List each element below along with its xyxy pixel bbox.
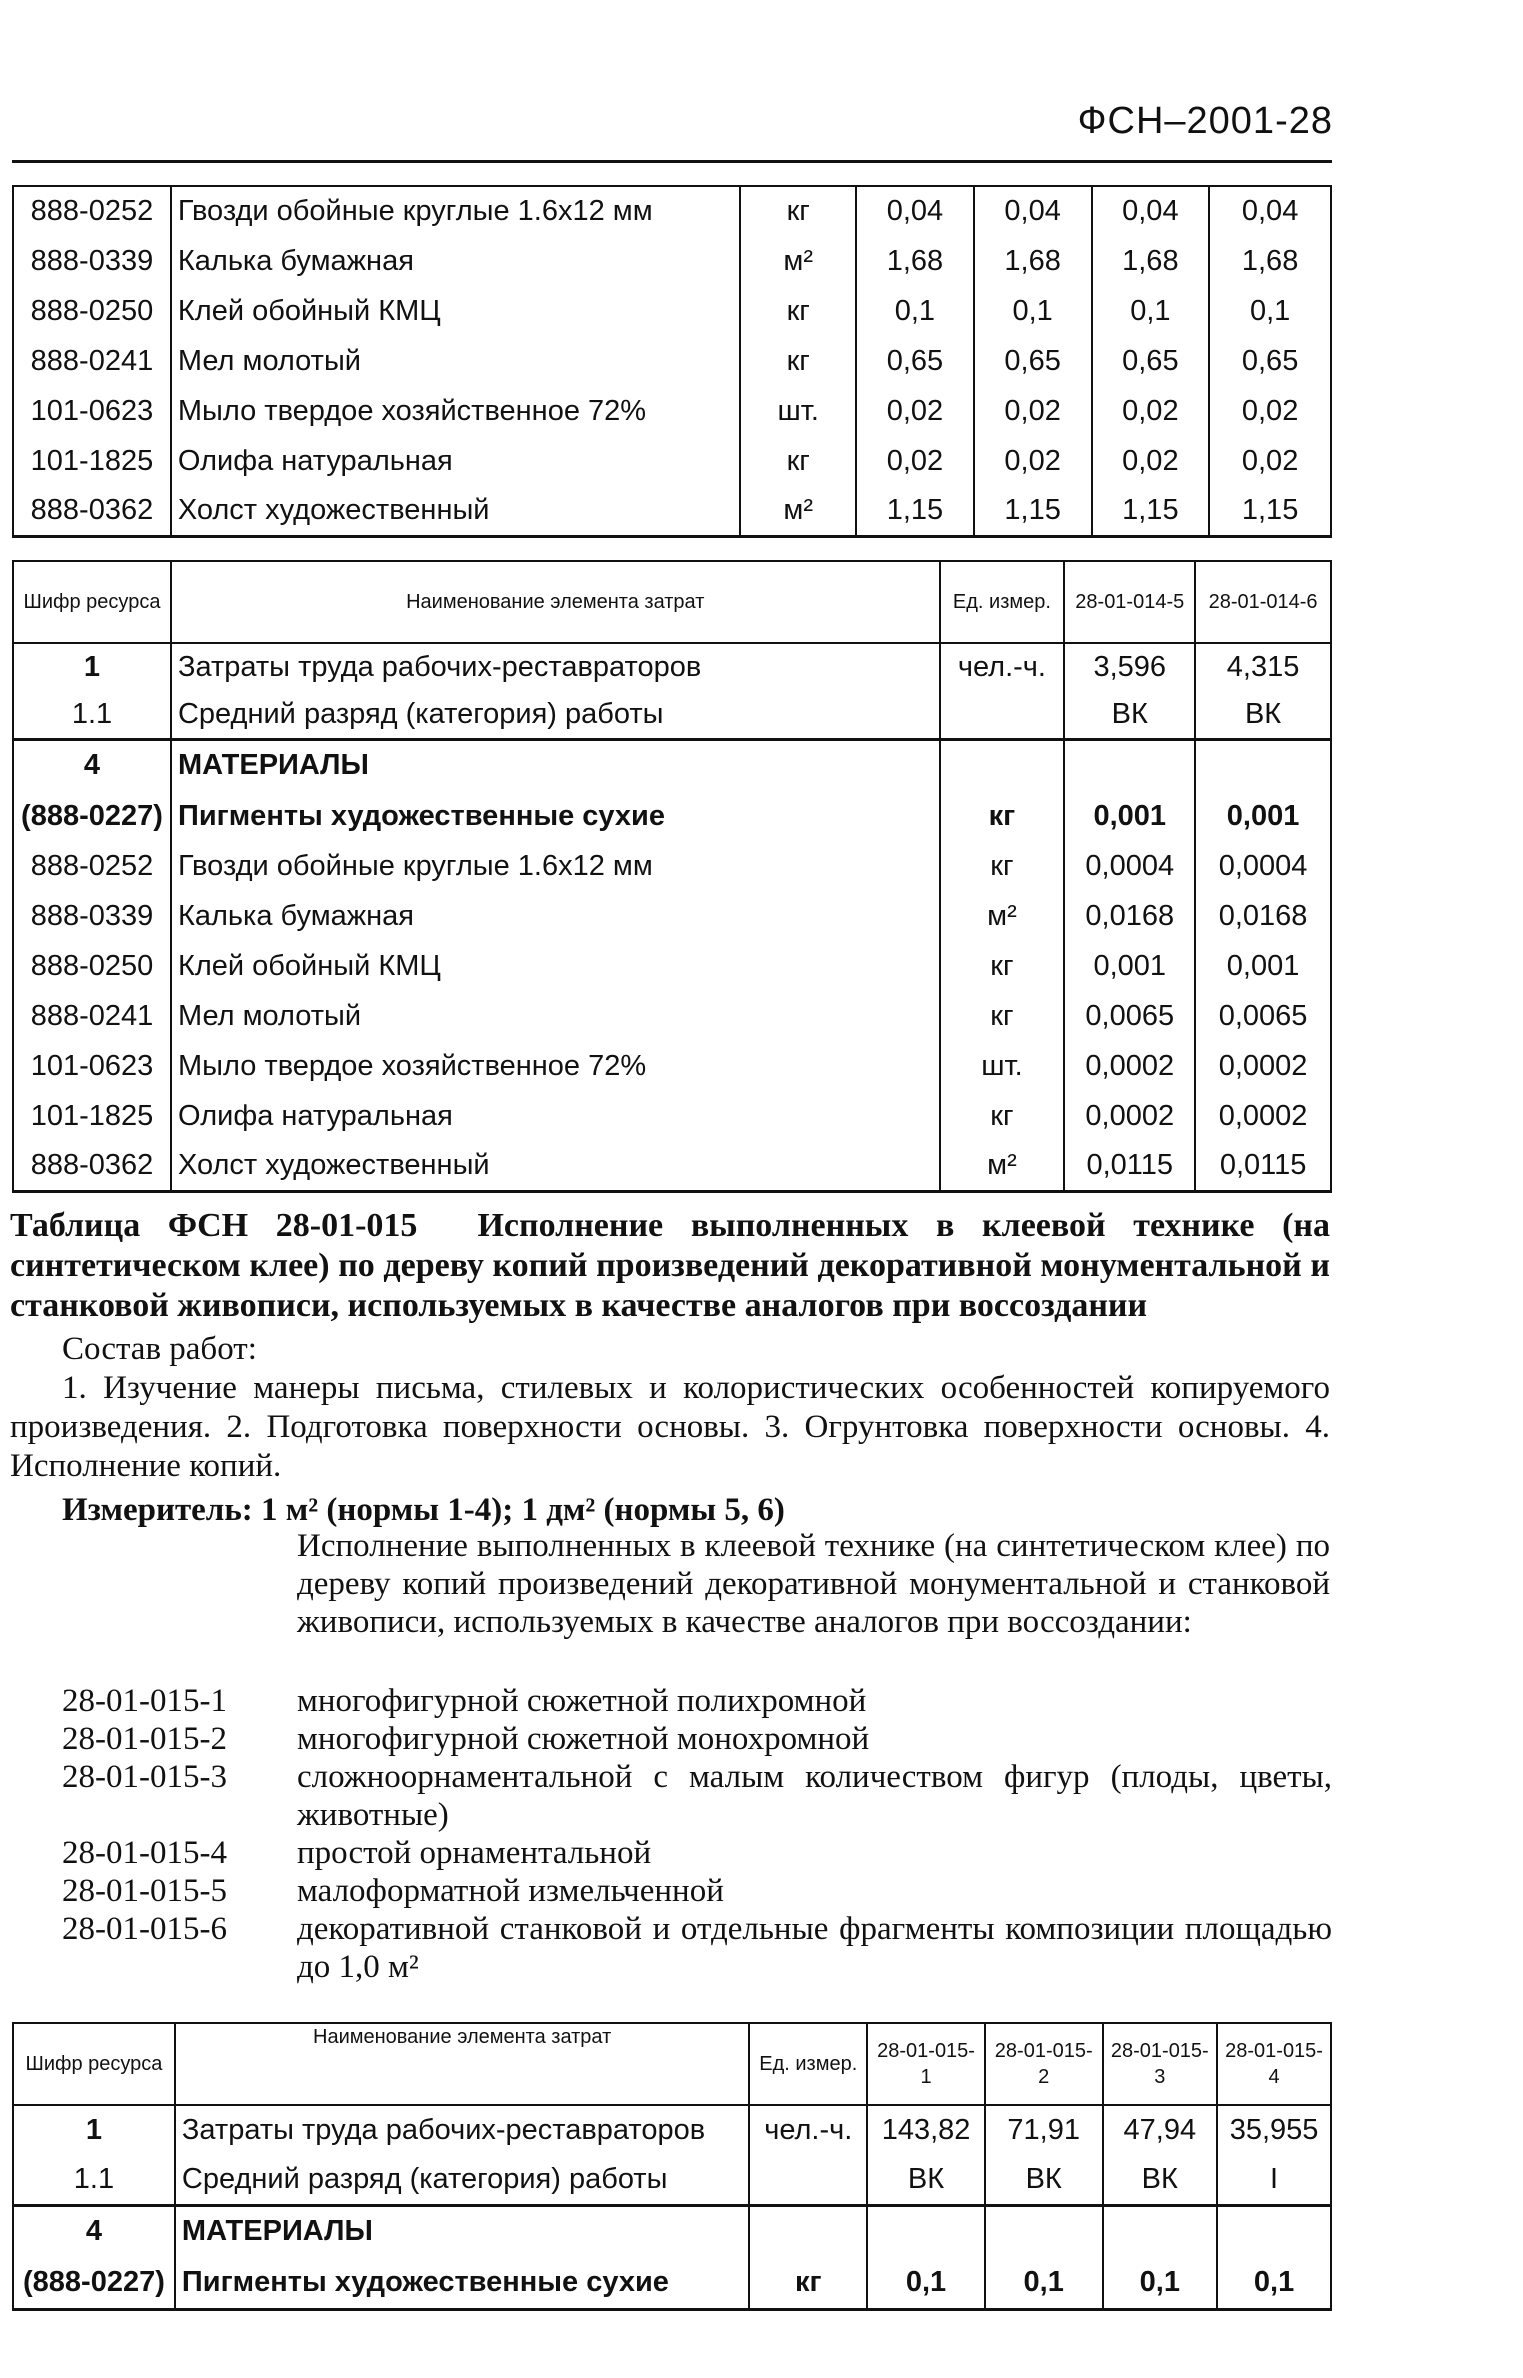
- cell-code: 101-1825: [13, 1091, 171, 1141]
- header-name: Наименование элемента затрат: [171, 561, 940, 643]
- cell-value: 3,596: [1064, 643, 1195, 691]
- cell-unit: [940, 739, 1065, 791]
- header-col-2: 28-01-014-6: [1195, 561, 1331, 643]
- list-item: [62, 1834, 1332, 1872]
- norms-list: [62, 1682, 1332, 1986]
- cell-code: 4: [13, 2205, 175, 2257]
- cell-value: 0,02: [974, 436, 1092, 486]
- cell-unit: кг: [740, 286, 856, 336]
- cell-value: 71,91: [985, 2105, 1103, 2155]
- cell-unit: кг: [940, 841, 1065, 891]
- table-row: [13, 286, 1331, 336]
- cell-value: 0,001: [1064, 791, 1195, 841]
- cell-value: [1195, 739, 1331, 791]
- table-row: [13, 186, 1331, 236]
- cell-value: I: [1217, 2155, 1331, 2205]
- cell-unit: кг: [749, 2257, 867, 2309]
- cell-name: Гвозди обойные круглые 1.6x12 мм: [171, 186, 741, 236]
- cell-name: Средний разряд (категория) работы: [171, 691, 940, 739]
- cell-value: 4,315: [1195, 643, 1331, 691]
- cell-value: 0,02: [856, 436, 974, 486]
- cell-name: Гвозди обойные круглые 1.6x12 мм: [171, 841, 940, 891]
- materials-table-continued: [12, 185, 1332, 538]
- table-body: [13, 186, 1331, 536]
- cell-name: Олифа натуральная: [171, 1091, 940, 1141]
- cell-name: Мел молотый: [171, 991, 940, 1041]
- cell-value: [1217, 2205, 1331, 2257]
- cell-value: 0,02: [856, 386, 974, 436]
- norm-text: декоративной станковой и отдельные фрагменты композиции площадью до 1,0 м²: [297, 1911, 1332, 1985]
- cell-code: 101-1825: [13, 436, 171, 486]
- cell-value: 0,0065: [1064, 991, 1195, 1041]
- norm-code: 28-01-015-3: [62, 1759, 227, 1795]
- cell-unit: кг: [740, 336, 856, 386]
- table-row: [13, 386, 1331, 436]
- cell-unit: кг: [940, 791, 1065, 841]
- cell-code: 1: [13, 643, 171, 691]
- cell-value: 0,65: [856, 336, 974, 386]
- cell-value: 0,65: [1092, 336, 1210, 386]
- cell-value: 0,1: [867, 2257, 985, 2309]
- cell-value: [985, 2205, 1103, 2257]
- cell-value: 0,0115: [1195, 1141, 1331, 1191]
- cell-code: (888-0227): [13, 2257, 175, 2309]
- table-row: [13, 941, 1331, 991]
- cell-value: 0,001: [1195, 941, 1331, 991]
- cell-code: 888-0339: [13, 236, 171, 286]
- table-row: [13, 1091, 1331, 1141]
- cell-value: 0,0115: [1064, 1141, 1195, 1191]
- cell-name: Клей обойный КМЦ: [171, 941, 940, 991]
- norms-table-014: [12, 560, 1332, 1193]
- list-item: [62, 1758, 1332, 1834]
- norms-table-015: [12, 2022, 1332, 2311]
- cell-unit: [749, 2205, 867, 2257]
- table-row: [13, 436, 1331, 486]
- header-col-3: 28-01-015-3: [1103, 2023, 1218, 2105]
- cell-name: Мыло твердое хозяйственное 72%: [171, 386, 741, 436]
- cell-value: 0,1: [1092, 286, 1210, 336]
- table-number: Таблица ФСН 28-01-015: [10, 1207, 418, 1244]
- norm-text: многофигурной сюжетной монохромной: [297, 1721, 870, 1757]
- work-text: 1. Изучение манеры письма, стилевых и колористических особенностей копируемого произведения. 2. Подготовка поверхности основы. 3. Огрунтовка поверхности основы. 4. Исполнение копий.: [10, 1370, 1330, 1484]
- cell-value: 0,001: [1195, 791, 1331, 841]
- running-header: ФСН–2001-28: [1077, 100, 1333, 142]
- table-row: [13, 486, 1331, 536]
- norm-text: малоформатной измельченной: [297, 1873, 724, 1909]
- cell-value: 1,15: [856, 486, 974, 536]
- cell-value: 1,15: [974, 486, 1092, 536]
- table-row: [13, 1141, 1331, 1191]
- cell-value: 0,02: [974, 386, 1092, 436]
- cell-value: 0,1: [1103, 2257, 1218, 2309]
- cell-name: Клей обойный КМЦ: [171, 286, 741, 336]
- labor-row: [13, 643, 1331, 691]
- cell-code: 888-0252: [13, 186, 171, 236]
- header-unit: Ед. измер.: [749, 2023, 867, 2105]
- header-col-1: 28-01-014-5: [1064, 561, 1195, 643]
- cell-code: 888-0241: [13, 991, 171, 1041]
- cell-value: ВК: [1103, 2155, 1218, 2205]
- norm-code: 28-01-015-5: [62, 1873, 227, 1909]
- cell-code: (888-0227): [13, 791, 171, 841]
- cell-value: 47,94: [1103, 2105, 1218, 2155]
- pigments-row: [13, 791, 1331, 841]
- cell-code: 1: [13, 2105, 175, 2155]
- table-header-row: [13, 561, 1331, 643]
- cell-value: 143,82: [867, 2105, 985, 2155]
- cell-value: 1,15: [1092, 486, 1210, 536]
- cell-name: Пигменты художественные сухие: [175, 2257, 749, 2309]
- cell-value: [1064, 739, 1195, 791]
- cell-value: 0,0002: [1064, 1091, 1195, 1141]
- table-body: [13, 841, 1331, 1191]
- cell-unit: кг: [940, 991, 1065, 1041]
- cell-value: 0,04: [974, 186, 1092, 236]
- cell-value: ВК: [867, 2155, 985, 2205]
- cell-value: 0,04: [856, 186, 974, 236]
- header-code: Шифр ресурса: [13, 2023, 175, 2105]
- cell-code: 888-0362: [13, 486, 171, 536]
- cell-value: 0,65: [974, 336, 1092, 386]
- cell-value: [867, 2205, 985, 2257]
- cell-name: Мыло твердое хозяйственное 72%: [171, 1041, 940, 1091]
- cell-value: 0,02: [1092, 436, 1210, 486]
- cell-value: 0,65: [1209, 336, 1331, 386]
- norm-code: 28-01-015-1: [62, 1683, 227, 1719]
- cell-value: ВК: [1195, 691, 1331, 739]
- cell-value: 0,1: [1217, 2257, 1331, 2309]
- cell-name: МАТЕРИАЛЫ: [175, 2205, 749, 2257]
- cell-code: 888-0252: [13, 841, 171, 891]
- cell-code: 888-0241: [13, 336, 171, 386]
- list-item: [62, 1872, 1332, 1910]
- cell-name: Холст художественный: [171, 1141, 940, 1191]
- cell-name: Средний разряд (категория) работы: [175, 2155, 749, 2205]
- cell-value: 0,0004: [1064, 841, 1195, 891]
- cell-unit: шт.: [740, 386, 856, 436]
- cell-unit: м²: [740, 486, 856, 536]
- grade-row: [13, 691, 1331, 739]
- cell-value: 0,0168: [1195, 891, 1331, 941]
- cell-value: 0,0168: [1064, 891, 1195, 941]
- cell-unit: кг: [940, 941, 1065, 991]
- cell-unit: чел.-ч.: [749, 2105, 867, 2155]
- cell-value: 0,1: [985, 2257, 1103, 2309]
- cell-unit: [749, 2155, 867, 2205]
- cell-value: ВК: [1064, 691, 1195, 739]
- norm-text: многофигурной сюжетной полихромной: [297, 1683, 867, 1719]
- cell-value: 0,0004: [1195, 841, 1331, 891]
- table-row: [13, 336, 1331, 386]
- cell-value: 1,68: [856, 236, 974, 286]
- norm-code: 28-01-015-2: [62, 1721, 227, 1757]
- cell-value: 0,001: [1064, 941, 1195, 991]
- cell-unit: кг: [740, 436, 856, 486]
- cell-unit: м²: [940, 1141, 1065, 1191]
- header-col-4: 28-01-015-4: [1217, 2023, 1331, 2105]
- header-col-1: 28-01-015-1: [867, 2023, 985, 2105]
- cell-code: 4: [13, 739, 171, 791]
- labor-row: [13, 2105, 1331, 2155]
- cell-value: ВК: [985, 2155, 1103, 2205]
- cell-value: 35,955: [1217, 2105, 1331, 2155]
- cell-unit: [940, 691, 1065, 739]
- cell-value: 0,0002: [1195, 1091, 1331, 1141]
- measure-line: Измеритель: 1 м² (нормы 1-4); 1 дм² (нормы 5, 6): [62, 1492, 785, 1528]
- cell-name: Калька бумажная: [171, 891, 940, 941]
- cell-value: 0,1: [1209, 286, 1331, 336]
- cell-value: 0,04: [1209, 186, 1331, 236]
- norm-code: 28-01-015-6: [62, 1911, 227, 1947]
- header-rule: [12, 160, 1332, 163]
- grade-row: [13, 2155, 1331, 2205]
- cell-name: Пигменты художественные сухие: [171, 791, 940, 841]
- cell-code: 101-0623: [13, 1041, 171, 1091]
- cell-value: 1,15: [1209, 486, 1331, 536]
- table-row: [13, 236, 1331, 286]
- cell-code: 1.1: [13, 2155, 175, 2205]
- table-row: [13, 991, 1331, 1041]
- cell-value: 0,0065: [1195, 991, 1331, 1041]
- cell-name: Калька бумажная: [171, 236, 741, 286]
- table-title: Исполнение выполненных в клеевой технике (на синтетическом клее) по дереву копий произведений декоративной монументальной и станковой живописи, используемых в качестве аналогов при воссоздании: [10, 1207, 1330, 1324]
- cell-name: Олифа натуральная: [171, 436, 741, 486]
- cell-value: 0,04: [1092, 186, 1210, 236]
- cell-value: 0,1: [974, 286, 1092, 336]
- table-row: [13, 891, 1331, 941]
- cell-code: 888-0362: [13, 1141, 171, 1191]
- cell-value: 0,0002: [1064, 1041, 1195, 1091]
- cell-value: 1,68: [974, 236, 1092, 286]
- table-header-row: [13, 2023, 1331, 2105]
- cell-unit: шт.: [940, 1041, 1065, 1091]
- cell-name: Затраты труда рабочих-реставраторов: [171, 643, 940, 691]
- header-col-2: 28-01-015-2: [985, 2023, 1103, 2105]
- work-label: Состав работ:: [62, 1331, 257, 1367]
- cell-value: 1,68: [1209, 236, 1331, 286]
- header-unit: Ед. измер.: [940, 561, 1065, 643]
- norm-text: простой орнаментальной: [297, 1835, 652, 1871]
- norm-code: 28-01-015-4: [62, 1835, 227, 1871]
- cell-value: 0,02: [1209, 436, 1331, 486]
- cell-code: 888-0250: [13, 286, 171, 336]
- list-item: [62, 1682, 1332, 1720]
- pigments-row: [13, 2257, 1331, 2309]
- cell-code: 888-0250: [13, 941, 171, 991]
- cell-name: МАТЕРИАЛЫ: [171, 739, 940, 791]
- list-item: [62, 1720, 1332, 1758]
- norms-intro: Исполнение выполненных в клеевой технике (на синтетическом клее) по дереву копий произведений декоративной монументальной и станковой живописи, используемых в качестве аналогов при воссоздании:: [297, 1528, 1330, 1640]
- cell-unit: м²: [940, 891, 1065, 941]
- cell-code: 101-0623: [13, 386, 171, 436]
- cell-unit: кг: [940, 1091, 1065, 1141]
- norm-text: сложноорнаментальной с малым количеством фигур (плоды, цветы, животные): [297, 1759, 1332, 1833]
- cell-name: Затраты труда рабочих-реставраторов: [175, 2105, 749, 2155]
- cell-value: 0,02: [1092, 386, 1210, 436]
- cell-name: Мел молотый: [171, 336, 741, 386]
- cell-value: 0,1: [856, 286, 974, 336]
- cell-unit: кг: [740, 186, 856, 236]
- materials-heading-row: [13, 739, 1331, 791]
- header-code: Шифр ресурса: [13, 561, 171, 643]
- cell-value: [1103, 2205, 1218, 2257]
- list-item: [62, 1910, 1332, 1986]
- cell-code: 888-0339: [13, 891, 171, 941]
- cell-value: 0,02: [1209, 386, 1331, 436]
- table-row: [13, 1041, 1331, 1091]
- header-name: Наименование элемента затрат: [175, 2023, 749, 2105]
- table-row: [13, 841, 1331, 891]
- cell-unit: м²: [740, 236, 856, 286]
- cell-value: 1,68: [1092, 236, 1210, 286]
- cell-unit: чел.-ч.: [940, 643, 1065, 691]
- cell-name: Холст художественный: [171, 486, 741, 536]
- cell-value: 0,0002: [1195, 1041, 1331, 1091]
- materials-heading-row: [13, 2205, 1331, 2257]
- cell-code: 1.1: [13, 691, 171, 739]
- table-caption: [10, 1206, 1330, 1326]
